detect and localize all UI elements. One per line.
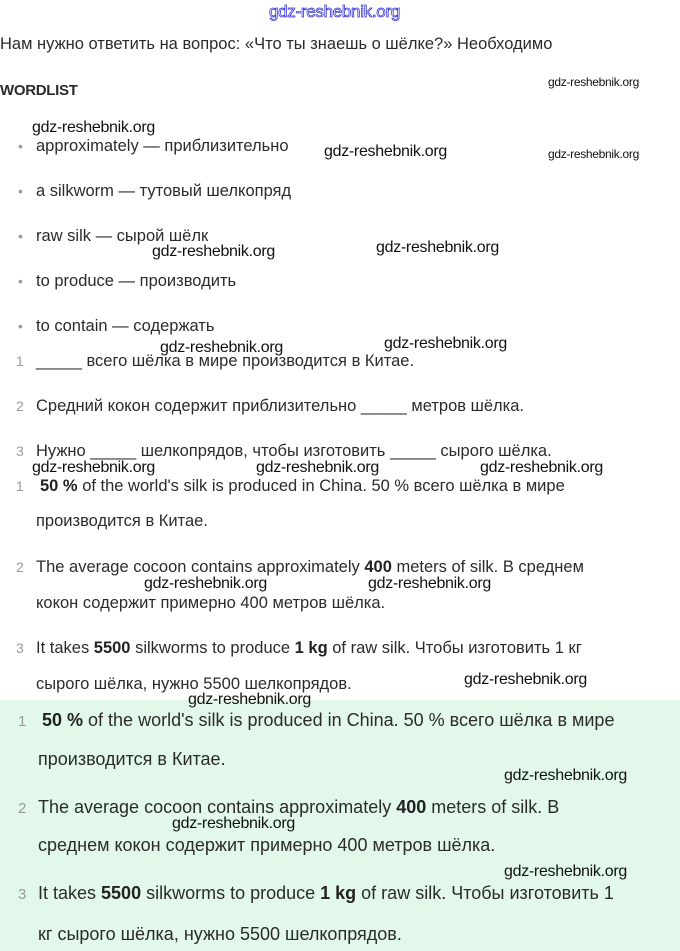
watermark: gdz-reshebnik.org (384, 335, 507, 352)
watermark: gdz-reshebnik.org (368, 575, 491, 592)
item-number: 1 (18, 713, 27, 730)
item-number: 3 (16, 443, 24, 459)
bullet-icon: • (18, 183, 23, 199)
answer-text: of the world's silk is produced in China. 50 % всего шёлка в мире (77, 477, 565, 495)
highlighted-answers (0, 700, 680, 951)
answer-text: of raw silk. Чтобы изготовить 1 (356, 883, 614, 903)
answer-value: 5500 (101, 883, 142, 903)
answer-line: среднем кокон содержит примерно 400 метров шёлка. (38, 835, 496, 855)
watermark: gdz-reshebnik.org (376, 239, 499, 256)
task-text: _____ всего шёлка в мире производится в Китае. (36, 352, 415, 370)
watermark: gdz-reshebnik.org (32, 459, 155, 476)
watermark: gdz-reshebnik.org (172, 815, 295, 832)
answer-text: It takes (38, 883, 102, 903)
answer-text: of the world's silk is produced in China. 50 % всего шёлка в мире (83, 710, 615, 730)
item-number: 2 (18, 800, 27, 817)
list-item: to produce — производить (36, 272, 237, 290)
answer-line (36, 557, 584, 577)
answer-line (36, 638, 582, 658)
answer-text: silkworms to produce (141, 883, 321, 903)
watermark: gdz-reshebnik.org (256, 459, 379, 476)
intro-text: Нам нужно ответить на вопрос: «Что ты знаешь о шёлке?» Необходимо (0, 35, 553, 53)
answer-text: silkworms to produce (130, 639, 295, 657)
watermark: gdz-reshebnik.org (32, 119, 155, 136)
wordlist-heading: WORDLIST (0, 82, 78, 99)
watermark: gdz-reshebnik.org (548, 75, 639, 89)
watermark: gdz-reshebnik.org (464, 671, 587, 688)
watermark: gdz-reshebnik.org (548, 147, 639, 161)
answer-line (42, 709, 614, 731)
answer-value: 50 % (40, 477, 78, 495)
item-number: 1 (16, 478, 24, 494)
answer-line: кокон содержит примерно 400 метров шёлка. (36, 594, 386, 612)
answer-text: of raw silk. Чтобы изготовить 1 кг (327, 639, 582, 657)
bullet-icon: • (18, 228, 23, 244)
watermark: gdz-reshebnik.org (269, 2, 400, 21)
list-item: approximately — приблизительно (36, 137, 289, 155)
answer-value: 400 (364, 558, 392, 576)
answer-line (38, 796, 559, 818)
answer-line: производится в Китае. (36, 512, 208, 530)
watermark: gdz-reshebnik.org (160, 339, 283, 356)
watermark: gdz-reshebnik.org (188, 691, 311, 708)
item-number: 3 (16, 640, 24, 656)
answer-line (40, 476, 565, 496)
answer-value: 400 (396, 797, 427, 817)
watermark: gdz-reshebnik.org (504, 863, 627, 880)
watermark: gdz-reshebnik.org (504, 767, 627, 784)
answer-text: The average cocoon contains approximately (36, 558, 365, 576)
task-text: Средний кокон содержит приблизительно _____ метров шёлка. (36, 397, 524, 415)
item-number: 1 (16, 353, 24, 369)
watermark: gdz-reshebnik.org (152, 243, 275, 260)
answer-line: сырого шёлка, нужно 5500 шелкопрядов. (36, 675, 352, 693)
answer-text: meters of silk. В (426, 797, 560, 817)
answer-line: производится в Китае. (38, 749, 226, 769)
answer-text: It takes (36, 639, 94, 657)
bullet-icon: • (18, 138, 23, 154)
answer-line: кг сырого шёлка, нужно 5500 шелкопрядов. (38, 924, 402, 944)
item-number: 2 (16, 398, 24, 414)
answer-text: The average cocoon contains approximately (38, 797, 397, 817)
answer-line (38, 882, 614, 904)
task-text: Нужно _____ шелкопрядов, чтобы изготовить _____ сырого шёлка. (36, 442, 552, 460)
answer-value: 5500 (93, 639, 131, 657)
answer-value: 50 % (42, 710, 84, 730)
bullet-icon: • (18, 273, 23, 289)
item-number: 3 (18, 886, 27, 903)
list-item: to contain — содержать (36, 317, 215, 335)
answer-value: 1 kg (320, 883, 357, 903)
answer-value: 1 kg (294, 639, 328, 657)
item-number: 2 (16, 559, 24, 575)
list-item: raw silk — сырой шёлк (36, 227, 209, 245)
watermark: gdz-reshebnik.org (480, 459, 603, 476)
bullet-icon: • (18, 318, 23, 334)
list-item: a silkworm — тутовый шелкопряд (36, 182, 292, 200)
watermark: gdz-reshebnik.org (324, 143, 447, 160)
answer-text: meters of silk. В среднем (391, 558, 584, 576)
watermark: gdz-reshebnik.org (144, 575, 267, 592)
